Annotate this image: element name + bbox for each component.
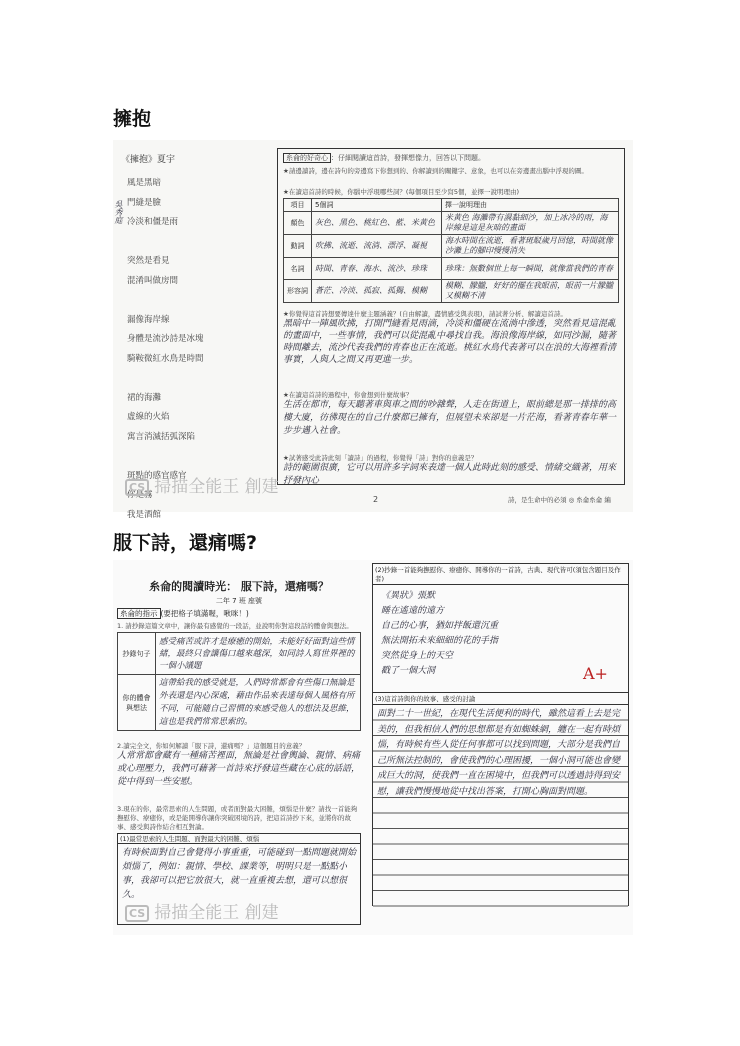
poem-line: 身體是流沙詩是冰塊 (127, 334, 204, 344)
cell-reason: 米黃色 海灘帶有濕黏細沙，加上冰冷的雨，海岸線是這是灰暗的畫面 (442, 212, 619, 235)
poem-line: 門縫是臉 (127, 197, 162, 208)
s2-question-1: 1. 請抄錄這篇文章中，讓你最有感覺的一段話，並說明你對這段話的體會與想法。 (117, 622, 353, 630)
poem-copy-line: 無法開拓未來細細的花的手指 (381, 636, 499, 646)
cell-words: 蒼茫、冷淡、孤寂、孤獨、模糊 (312, 280, 442, 303)
grade-mark: A+ (583, 664, 608, 683)
word-table (283, 198, 619, 303)
poem-copy-line: 《異狀》張默 (381, 591, 436, 601)
worksheet-header-label: 糸侖的好奇心 (283, 153, 331, 163)
poem-copy-line: 戳了一個大洞 (381, 666, 436, 676)
cell-item: 動詞 (284, 235, 312, 258)
question-5: ★試著感受此詩此刻「讀詩」的過程，你覺得「詩」對你的意義是？ (283, 454, 478, 462)
cell-words: 灰色、黑色、桃紅色、藍、米黃色 (312, 212, 442, 235)
poem-line: 風是黑暗 (127, 178, 162, 188)
poem-line: 虛線的火焰 (127, 412, 170, 422)
margin-note: 吳秀庭 (114, 200, 123, 224)
instruction-label: 糸侖的指示 (117, 608, 161, 619)
th-words: 5個詞 (312, 199, 442, 212)
cell-item: 形容詞 (284, 280, 312, 303)
question-4: ★在讀這首詩的過程中，你會想到什麼故事？ (283, 391, 413, 399)
scanned-worksheet-1 (113, 140, 633, 520)
poem-line: 你是霧 (127, 490, 153, 500)
section-title-2: 服下詩，還痛嗎? (113, 532, 258, 554)
question-3: ★你覺得這首詩想要傳達什麼主題涵義？(自由解讀，盡情感受與表現)，請試著分析、解讀這首詩。 (283, 310, 567, 318)
poem-copy-line: 睡在遙遠的遠方 (381, 606, 445, 616)
poem-line: 冷淡和僵是雨 (127, 217, 179, 227)
cell-reason: 珍珠：無數個世上每一瞬間，就像當我們的青春 (442, 258, 619, 280)
class-line: 二年 7 班 座號 (215, 597, 263, 605)
cell-item: 名詞 (284, 258, 312, 280)
question-1: ★請邊讀詩，邊在詩句的旁邊寫下你想到的、你解讀到的關鍵字、意象，也可以在旁邊畫出腦中浮現的圖。 (283, 167, 588, 175)
worksheet-box (277, 148, 625, 485)
poem-line: 裙的海灘 (127, 392, 162, 403)
cell-words: 吹拂、流逝、流淌、漂浮、凝視 (312, 235, 442, 258)
copy-text: 感受痛苦或許才是療癒的開始，未能好好面對這些情緒，最終只會讓傷口越來越深，如同詩人寫世界裡的一個小議題 (156, 633, 361, 675)
table-row (284, 235, 619, 258)
table-row (284, 280, 619, 303)
poem-title: 《擁抱》夏宇 (121, 155, 176, 165)
camscanner-logo-icon: CS (125, 479, 149, 496)
answer-3: 黑暗中一陣風吹拂，打開門縫看見雨滴，冷淡和僵硬在流淌中滲透，突然看見這混亂的畫面中，一些事情，我們可以從混亂中尋找自我。海浪像海岸線，如同沙漏，隨著時間離去，流沙代表我們的青春也正在流逝。桃紅水鳥代表著可以在浪的大海裡看清事實，人與人之間又再更進一步。 (283, 319, 617, 365)
s2-question-3-2: (2)抄錄一首能夠撫慰你、療癒你、開導你的一首詩，古典、現代皆可(須包含題目及作者) (373, 564, 628, 585)
table-row (284, 258, 619, 280)
cell-reason: 海水時間在流逝，看著斑駁歲月回憶，時間就像沙灘上的腳印慢慢消失 (442, 235, 619, 258)
poem-line: 漏像海岸線 (127, 314, 170, 325)
thought-label: 你的體會與想法 (118, 675, 156, 731)
watermark-2: CS 掃描全能王 創建 (125, 898, 279, 923)
instruction-text: (要把格子填滿喔，啾咪！) (160, 609, 249, 618)
reflection-table (117, 632, 361, 731)
cell-reason: 模糊、朦朧，好好的擺在我眼前，眼前一片朦朧又模糊不清 (442, 280, 619, 303)
poem-copy-line: 突然從身上的天空 (381, 651, 454, 661)
worksheet-header-text: ：仔細閱讀這首詩，發揮想像力，回答以下問題。 (331, 154, 485, 162)
answer-5: 詩的範圍很廣，它可以用許多字詞來表達一個人此時此刻的感受、情緒交織著，用來抒發內心 (283, 463, 617, 486)
poem-line: 斑點的感官感官 (127, 470, 187, 481)
th-reason: 擇一說明理由 (442, 199, 619, 212)
footer-text: 詩，是生命中的必須 ◎ 糸侖糸侖 編 (508, 496, 611, 504)
camscanner-logo-icon: CS (125, 905, 149, 922)
s2-question-3-1: (1)最常思索的人生問題、面對最大的困難、煩惱 (118, 834, 360, 844)
s2-question-2: 2.讀完全文，你如何解讀「服下詩，還痛嗎？」這個題目的意義？ (117, 742, 306, 750)
copy-label: 抄錄句子 (118, 633, 156, 675)
poem-line: 我是酒館 (127, 509, 162, 520)
s2-answer-2: 人常常都會藏有一種痛苦裡面，無論是社會輿論、親情、病痛或心理壓力，我們可藉著一首詩來抒發這些藏在心底的話語，從中得到一些安慰。 (117, 751, 361, 787)
cell-item: 顏色 (284, 212, 312, 235)
poem-line: 寓言消滅括弧深陷 (127, 431, 196, 442)
poem-line: 混淆叫做房間 (127, 275, 179, 286)
page-number: 2 (373, 495, 379, 504)
cell-words: 時間、青春、海水、流沙、珍珠 (312, 258, 442, 280)
thought-text: 這帶給我的感受就是，人們時常都會有些傷口無論是外表還是內心深處，藉由作品來表達每個人風格有所不同，可能隨自己習慣的來感受他人的想法及思維，這也是我們常常思索的。 (156, 675, 361, 731)
poem-line: 騎鞍微紅水鳥是時間 (127, 353, 204, 364)
section-title-1: 擁抱 (113, 108, 152, 130)
th-item: 項目 (284, 199, 312, 212)
poem-copy-line: 自己的心事，猶如拌飯還沉重 (381, 621, 499, 631)
poem-line: 突然是看見 (127, 256, 170, 266)
sheet-title: 糸侖的閱讀時光： 服下詩，還痛嗎？ (149, 580, 329, 593)
s2-answer-3-3: 面對二十一世紀，在現代生活便利的時代，雖然這看上去是完美的，但我相信人們的思想都是有如蜘蛛網，纏在一起有時煩惱，有時候有些人從任何事都可以找到問題，大部分是我們自己所無法控制的，會使我們的心理困擾，一個小洞可能也會變成巨大的洞，使我們一直在困境中，但我們可以透過詩得到安慰，讓我們慢慢地從中找出答案，打開心胸面對問題。 (373, 705, 628, 910)
s2-question-3: 3.現在的你，最常思索的人生問題，或者面對最大困難，煩惱是什麼？請找一首能夠撫慰你、療癒你，或是能開導你讓你突破困境的詩，把這首詩抄下來，並將你的故事、感受與詩作結合相互對論。 (117, 805, 358, 831)
table-row (284, 212, 619, 235)
question-2: ★在讀這首詩的時候，你腦中浮現哪些詞？(每個項目至少寫5個，並擇一說明理由) (283, 188, 520, 196)
s2-question-3-3: (3)這首詩與你的故事、感受的討論 (373, 692, 628, 705)
answer-4: 生活在都市，每天聽著車與車之間的吵雜聲，人走在街道上，眼前總是那一排排的高樓大廈，彷彿現在的自己什麼都已擁有，但展望未來卻是一片茫海，看著青春年華一步步邁入社會。 (283, 400, 617, 436)
s2-answer-3-1: 有時候面對自己會覺得小事重重，可能碰到一點問題就開始煩惱了，例如：親情、學校、課業等，明明只是一點點小事，我卻可以把它放很大，就一直重複去想，還可以想很久。 (122, 848, 357, 900)
scanned-worksheet-2 (113, 560, 633, 935)
poem-discussion-box (372, 563, 629, 906)
watermark: CS 掃描全能王 創建 (125, 472, 279, 497)
